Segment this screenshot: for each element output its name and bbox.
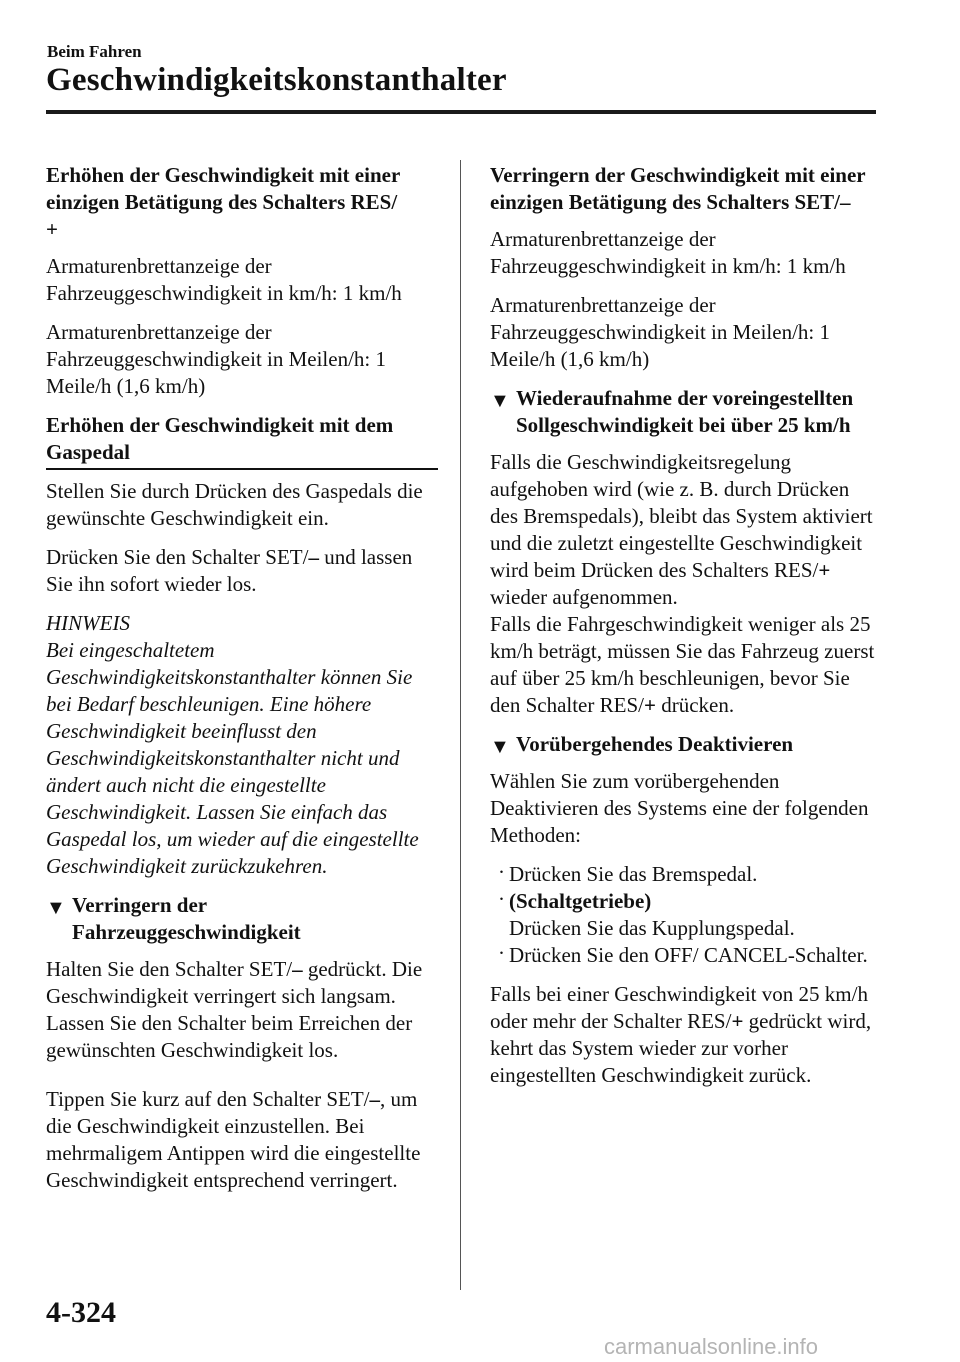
heading-decrease-single — [490, 162, 882, 216]
paragraph-resume-above-25 — [490, 981, 882, 1089]
list-item-text: Drücken Sie das Kupplungspedal. — [509, 916, 795, 940]
list-item-label: (Schaltgetriebe) — [509, 889, 652, 913]
paragraph-set-press — [46, 544, 438, 598]
underlined-heading: Erhöhen der Geschwindigkeit mit dem Gaspedal — [46, 412, 438, 470]
triangle-down-icon: ▼ — [46, 897, 66, 919]
paragraph-hold-set — [46, 956, 438, 1010]
bullet-icon: · — [498, 941, 505, 965]
text: drücken. — [655, 693, 735, 717]
list-item-text: Drücken Sie das Bremspedal. — [509, 862, 758, 886]
note-text: Bei eingeschaltetem Geschwindigkeitskonstanthalter können Sie bei Bedarf beschleunigen. Eine höhere Geschwindigkeit beeinflusst den Geschwindigkeitskonstanthalter nicht und ändert auch nicht die eingestellte Geschwindigkeit. Lassen Sie einfach das Gaspedal los, um wieder auf die eingestellte Geschwindigkeit zurückzukehren. — [46, 638, 419, 878]
text: Falls die Geschwindigkeitsregelung aufgehoben wird (wie z. B. durch Drücken des Bremspedals), bleibt das System aktiviert und die zuletzt eingestellte Geschwindigkeit wird beim Drücken des Schalters RES/ — [490, 450, 873, 582]
paragraph-below-25 — [490, 611, 882, 719]
triangle-down-icon: ▼ — [490, 736, 510, 758]
list-item-text: Drücken Sie den OFF/ CANCEL-Schalter. — [509, 943, 868, 967]
plus-icon: + — [643, 693, 656, 717]
paragraph-mph: Armaturenbrettanzeige der Fahrzeuggeschwindigkeit in Meilen/h: 1 Meile/h (1,6 km/h) — [46, 320, 387, 398]
list-item — [490, 942, 882, 969]
right-column — [490, 162, 882, 1101]
paragraph-kmh: Armaturenbrettanzeige der Fahrzeuggeschwindigkeit in km/h: 1 km/h — [46, 254, 402, 305]
heading-text: Verringern der Geschwindigkeit mit einer einzigen Betätigung des Schalters SET/ — [490, 163, 866, 214]
section-label: Beim Fahren — [47, 42, 142, 61]
list-item — [490, 888, 882, 942]
heading-text: Verringern der Fahrzeuggeschwindigkeit — [72, 893, 301, 944]
heading-deactivate — [490, 731, 882, 758]
heading-resume — [490, 385, 882, 439]
bullet-icon: · — [498, 860, 505, 884]
heading-accelerator — [46, 412, 438, 470]
paragraph-tap-set — [46, 1086, 438, 1194]
text: gedrückt wird, kehrt das System wieder zur vorher eingestellten Geschwindigkeit zurück. — [490, 1009, 872, 1087]
text: , um die Geschwindigkeit einzustellen. Bei mehrmaligem Antippen wird die eingestellte Geschwindigkeit entsprechend verringert. — [46, 1087, 421, 1192]
text: Tippen Sie kurz auf den Schalter SET/ — [46, 1087, 370, 1111]
heading-decrease — [46, 892, 438, 946]
list-item — [490, 861, 882, 888]
page-title: Geschwindigkeitskonstanthalter — [46, 62, 507, 98]
title-rule — [46, 110, 876, 114]
text: gedrückt. Die Geschwindigkeit verringert sich langsam. — [46, 957, 423, 1008]
minus-icon: – — [292, 957, 303, 981]
note-label: HINWEIS — [46, 611, 130, 635]
minus-icon: – — [369, 1087, 381, 1111]
paragraph-kmh: Armaturenbrettanzeige der Fahrzeuggeschwindigkeit in km/h: 1 km/h — [490, 227, 846, 278]
watermark: carmanualsonline.info — [604, 1334, 819, 1359]
paragraph-release: Lassen Sie den Schalter beim Erreichen der gewünschten Geschwindigkeit los. — [46, 1011, 413, 1062]
page-number: 4-324 — [46, 1296, 116, 1329]
text: Drücken Sie den Schalter SET/ — [46, 545, 309, 569]
left-column — [46, 162, 438, 1206]
triangle-down-icon: ▼ — [490, 390, 510, 412]
paragraph-methods: Wählen Sie zum vorübergehenden Deaktivieren des Systems eine der folgenden Methoden: — [490, 769, 869, 847]
heading-increase-single — [46, 162, 438, 243]
column-divider — [460, 160, 461, 1290]
text: wieder aufgenommen. — [490, 585, 678, 609]
text: Falls bei einer Geschwindigkeit von 25 km/h oder mehr der Schalter RES/ — [490, 982, 868, 1033]
paragraph-resume — [490, 449, 882, 611]
text: Falls die Fahrgeschwindigkeit weniger als 25 km/h beträgt, müssen Sie das Fahrzeug zuerst auf über 25 km/h beschleunigen, bevor Sie den Schalter RES/ — [490, 612, 875, 717]
heading-text: Vorübergehendes Deaktivieren — [516, 732, 794, 756]
paragraph-mph: Armaturenbrettanzeige der Fahrzeuggeschwindigkeit in Meilen/h: 1 Meile/h (1,6 km/h) — [490, 293, 831, 371]
minus-icon: – — [308, 545, 319, 569]
heading-text: Wiederaufnahme der voreingestellten Sollgeschwindigkeit bei über 25 km/h — [516, 386, 854, 437]
minus-icon: – — [840, 190, 851, 214]
bullet-icon: · — [498, 887, 505, 911]
heading-text: Erhöhen der Geschwindigkeit mit einer einzigen Betätigung des Schalters RES/ — [46, 163, 400, 214]
paragraph-accelerator: Stellen Sie durch Drücken des Gaspedals die gewünschte Geschwindigkeit ein. — [46, 479, 423, 530]
text: Halten Sie den Schalter SET/ — [46, 957, 293, 981]
text: und lassen Sie ihn sofort wieder los. — [46, 545, 413, 596]
plus-icon: + — [818, 558, 831, 582]
plus-icon: + — [46, 217, 58, 241]
plus-icon: + — [731, 1009, 744, 1033]
